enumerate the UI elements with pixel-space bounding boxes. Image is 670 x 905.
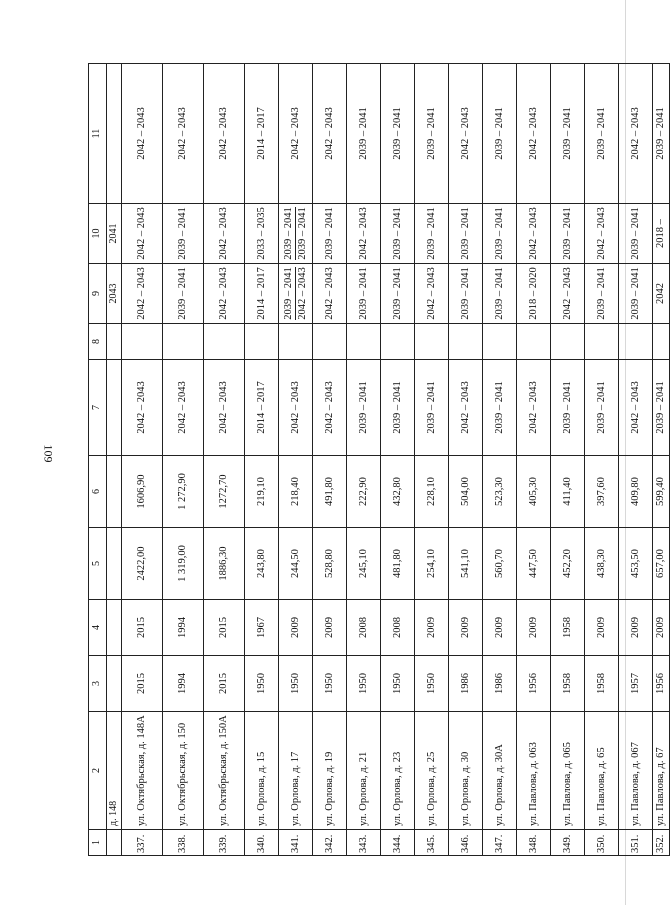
cell-c8 [313, 324, 347, 360]
cell-address: ул. Павлова, д. 067 [619, 712, 653, 830]
schedule-table [88, 63, 670, 856]
cell-c10: 2039 – 2041 [483, 204, 517, 264]
cell-c11: 2039 – 2041 [483, 64, 517, 204]
cell-c8 [415, 324, 449, 360]
cell-c3: 1950 [347, 656, 381, 712]
cell-c3: 2015 [122, 656, 163, 712]
cell-c6: 432,80 [381, 456, 415, 528]
table-row [415, 64, 449, 856]
cell-c6: 1606,90 [122, 456, 163, 528]
cell-c5: 244,50 [279, 528, 313, 600]
cell-num: 346. [449, 830, 483, 856]
cell-c6: 411,40 [551, 456, 585, 528]
cell-c8 [483, 324, 517, 360]
cell-num: 350. [585, 830, 619, 856]
cell-c10: 2039 – 2041 [449, 204, 483, 264]
cell-c7: 2039 – 2041 [585, 360, 619, 456]
cell-address: ул. Орлова, д. 15 [245, 712, 279, 830]
cell-c8 [122, 324, 163, 360]
cell-c3: 1958 [585, 656, 619, 712]
cell-c10: 2042 – 2043 [585, 204, 619, 264]
cell-c4: 2009 [517, 600, 551, 656]
cell-c6: 523,30 [483, 456, 517, 528]
cell-c3: 1956 [517, 656, 551, 712]
cell-num: 345. [415, 830, 449, 856]
col-header: 7 [89, 360, 107, 456]
cell-c5: 438,30 [585, 528, 619, 600]
cell-c7: 2042 – 2043 [204, 360, 245, 456]
cell-address: ул. Орлова, д. 30А [483, 712, 517, 830]
cell-c5: 243,80 [245, 528, 279, 600]
cell-c11: 2039 – 2041 [381, 64, 415, 204]
cell-c9-top: 2039 – 2041 [282, 267, 296, 320]
col-header: 8 [89, 324, 107, 360]
cell-c11: 2039 – 2041 [415, 64, 449, 204]
cell-c10: 2039 – 2041 [415, 204, 449, 264]
cell-address: ул. Октябрьская, д. 150 [163, 712, 204, 830]
cell-c9: 2039 – 2041 [449, 264, 483, 324]
cell-c3: 1950 [279, 656, 313, 712]
cell-c10: 2042 – 2043 [517, 204, 551, 264]
cell-c8 [653, 324, 670, 360]
cell-c8 [279, 324, 313, 360]
cell-num: 352. [653, 830, 670, 856]
col-header: 4 [89, 600, 107, 656]
cell-c5: 254,10 [415, 528, 449, 600]
cell-address: ул. Орлова, д. 17 [279, 712, 313, 830]
col-header: 6 [89, 456, 107, 528]
cell-c6: 397,60 [585, 456, 619, 528]
cell-c4: 2015 [122, 600, 163, 656]
cell-c11: 2042 – 2043 [449, 64, 483, 204]
table-row [449, 64, 483, 856]
cell-c11: 2039 – 2041 [551, 64, 585, 204]
cell-num: 342. [313, 830, 347, 856]
cell-num: 348. [517, 830, 551, 856]
cell-c10: 2018 – [653, 204, 670, 264]
cell-c6: 599,40 [653, 456, 670, 528]
table-row [551, 64, 585, 856]
cell-c6: 409,80 [619, 456, 653, 528]
cell-address: ул. Павлова, д. 65 [585, 712, 619, 830]
table-body [107, 64, 670, 856]
cell-c5: 560,70 [483, 528, 517, 600]
continuation-c10: 2041 [107, 204, 122, 264]
cell-address: ул. Октябрьская, д. 150А [204, 712, 245, 830]
cell-c6: 218,40 [279, 456, 313, 528]
cell-c7: 2042 – 2043 [619, 360, 653, 456]
table-row [585, 64, 619, 856]
cell-c4: 2009 [313, 600, 347, 656]
table-row [619, 64, 653, 856]
cell-num: 341. [279, 830, 313, 856]
cell-c10: 2039 – 2041 [163, 204, 204, 264]
cell-c4: 2009 [585, 600, 619, 656]
cell-c3: 1950 [415, 656, 449, 712]
cell-c4: 2009 [415, 600, 449, 656]
cell-c8 [449, 324, 483, 360]
col-header: 11 [89, 64, 107, 204]
cell-c4: 2008 [381, 600, 415, 656]
column-number-row [89, 64, 107, 856]
cell-c11: 2042 – 2043 [122, 64, 163, 204]
cell-c6: 504,00 [449, 456, 483, 528]
cell-c4: 2009 [619, 600, 653, 656]
cell-c9: 2018 – 2020 [517, 264, 551, 324]
cell-c5: 657,00 [653, 528, 670, 600]
cell-c5: 541,10 [449, 528, 483, 600]
table-row [122, 64, 163, 856]
cell-c3: 1950 [313, 656, 347, 712]
col-header: 9 [89, 264, 107, 324]
cell-c9: 2014 – 2017 [245, 264, 279, 324]
cell-c7: 2042 – 2043 [279, 360, 313, 456]
cell-c7: 2039 – 2041 [381, 360, 415, 456]
cell-address: ул. Орлова, д. 30 [449, 712, 483, 830]
cell-c7: 2042 – 2043 [517, 360, 551, 456]
cell-c9 [279, 264, 313, 324]
cell-c4: 2009 [449, 600, 483, 656]
cell-c11: 2042 – 2043 [204, 64, 245, 204]
cell-num: 338. [163, 830, 204, 856]
cell-c7: 2039 – 2041 [551, 360, 585, 456]
cell-c7: 2042 – 2043 [313, 360, 347, 456]
cell-c8 [245, 324, 279, 360]
cell-num: 340. [245, 830, 279, 856]
cell-c4: 2008 [347, 600, 381, 656]
cell-c5: 1886,30 [204, 528, 245, 600]
cell-c10-bottom: 2039 – 2041 [297, 207, 308, 260]
cell-c9: 2042 – 2043 [313, 264, 347, 324]
table-row [313, 64, 347, 856]
cell-c4: 2009 [653, 600, 670, 656]
cell-c3: 1950 [245, 656, 279, 712]
cell-c4: 2009 [483, 600, 517, 656]
cell-c4: 1958 [551, 600, 585, 656]
table-row [483, 64, 517, 856]
cell-c3: 1986 [483, 656, 517, 712]
continuation-c9: 2043 [107, 264, 122, 324]
cell-c6: 228,10 [415, 456, 449, 528]
table-row [347, 64, 381, 856]
cell-c3: 1950 [381, 656, 415, 712]
cell-c8 [204, 324, 245, 360]
cell-c9: 2042 – 2043 [204, 264, 245, 324]
cell-c10 [279, 204, 313, 264]
cell-c7: 2039 – 2041 [415, 360, 449, 456]
cell-c4: 1994 [163, 600, 204, 656]
cell-c3: 1994 [163, 656, 204, 712]
cell-address: ул. Орлова, д. 21 [347, 712, 381, 830]
table-row [381, 64, 415, 856]
cell-c11: 2042 – 2043 [619, 64, 653, 204]
cell-c8 [517, 324, 551, 360]
cell-c9: 2039 – 2041 [347, 264, 381, 324]
cell-address: ул. Орлова, д. 23 [381, 712, 415, 830]
cell-c9-bottom: 2042 – 2043 [297, 267, 308, 320]
cell-c5: 452,20 [551, 528, 585, 600]
cell-c8 [163, 324, 204, 360]
cell-c10: 2042 – 2043 [347, 204, 381, 264]
cell-c7: 2039 – 2041 [483, 360, 517, 456]
cell-address: ул. Орлова, д. 25 [415, 712, 449, 830]
cell-c10: 2039 – 2041 [551, 204, 585, 264]
table-row [245, 64, 279, 856]
table-row [163, 64, 204, 856]
cell-c6: 491,80 [313, 456, 347, 528]
cell-c5: 528,80 [313, 528, 347, 600]
cell-c5: 1 319,00 [163, 528, 204, 600]
table-row [517, 64, 551, 856]
cell-c11: 2039 – 2041 [585, 64, 619, 204]
cell-c5: 447,50 [517, 528, 551, 600]
table-row [204, 64, 245, 856]
cell-c6: 222,90 [347, 456, 381, 528]
cell-address: ул. Павлова, д. 063 [517, 712, 551, 830]
cell-c9: 2039 – 2041 [163, 264, 204, 324]
cell-c8 [347, 324, 381, 360]
cell-c6: 405,30 [517, 456, 551, 528]
rotated-table-container [88, 64, 667, 856]
cell-c6: 1272,70 [204, 456, 245, 528]
cell-c7: 2042 – 2043 [163, 360, 204, 456]
cell-c9: 2039 – 2041 [585, 264, 619, 324]
cell-c5: 453,50 [619, 528, 653, 600]
cell-c3: 1957 [619, 656, 653, 712]
cell-c7: 2042 – 2043 [122, 360, 163, 456]
cell-address: ул. Орлова, д. 19 [313, 712, 347, 830]
cell-c11: 2042 – 2043 [279, 64, 313, 204]
cell-c5: 245,10 [347, 528, 381, 600]
col-header: 3 [89, 656, 107, 712]
table-row [653, 64, 670, 856]
cell-c6: 1 272,90 [163, 456, 204, 528]
table-row [279, 64, 313, 856]
cell-c10: 2033 – 2035 [245, 204, 279, 264]
cell-c11: 2039 – 2041 [653, 64, 670, 204]
cell-c7: 2039 – 2041 [347, 360, 381, 456]
cell-c8 [551, 324, 585, 360]
cell-c9: 2042 – 2043 [415, 264, 449, 324]
cell-num: 349. [551, 830, 585, 856]
cell-c9: 2039 – 2041 [381, 264, 415, 324]
cell-c11: 2039 – 2041 [347, 64, 381, 204]
cell-c9: 2042 – 2043 [122, 264, 163, 324]
cell-c10: 2042 – 2043 [122, 204, 163, 264]
cell-c5: 481,80 [381, 528, 415, 600]
cell-num: 343. [347, 830, 381, 856]
page-number: 109 [41, 444, 56, 463]
cell-c4: 1967 [245, 600, 279, 656]
cell-c3: 1986 [449, 656, 483, 712]
continuation-address: д. 148 [107, 712, 122, 830]
continuation-row [107, 64, 122, 856]
cell-num: 351. [619, 830, 653, 856]
cell-num: 347. [483, 830, 517, 856]
cell-num: 337. [122, 830, 163, 856]
cell-num: 339. [204, 830, 245, 856]
cell-c4: 2009 [279, 600, 313, 656]
cell-c6: 219,10 [245, 456, 279, 528]
cell-c11: 2014 – 2017 [245, 64, 279, 204]
cell-c3: 1956 [653, 656, 670, 712]
col-header: 5 [89, 528, 107, 600]
cell-c5: 2422,00 [122, 528, 163, 600]
cell-c9: 2042 – 2043 [551, 264, 585, 324]
cell-c7: 2014 – 2017 [245, 360, 279, 456]
cell-c11: 2042 – 2043 [517, 64, 551, 204]
col-header: 1 [89, 830, 107, 856]
cell-c4: 2015 [204, 600, 245, 656]
cell-c7: 2042 – 2043 [449, 360, 483, 456]
cell-c9: 2042 [653, 264, 670, 324]
cell-c9: 2039 – 2041 [619, 264, 653, 324]
cell-c11: 2042 – 2043 [313, 64, 347, 204]
cell-c11: 2042 – 2043 [163, 64, 204, 204]
col-header: 10 [89, 204, 107, 264]
col-header: 2 [89, 712, 107, 830]
cell-c3: 2015 [204, 656, 245, 712]
cell-c10-top: 2039 – 2041 [282, 207, 296, 260]
cell-c3: 1958 [551, 656, 585, 712]
cell-c8 [381, 324, 415, 360]
cell-address: ул. Павлова, д. 67 [653, 712, 670, 830]
cell-c7: 2039 – 2041 [653, 360, 670, 456]
cell-c8 [619, 324, 653, 360]
cell-num: 344. [381, 830, 415, 856]
cell-address: ул. Павлова, д. 065 [551, 712, 585, 830]
cell-address: ул. Октябрьская, д. 148А [122, 712, 163, 830]
cell-c10: 2039 – 2041 [381, 204, 415, 264]
cell-c8 [585, 324, 619, 360]
cell-c9: 2039 – 2041 [483, 264, 517, 324]
cell-c10: 2039 – 2041 [619, 204, 653, 264]
cell-c10: 2042 – 2043 [204, 204, 245, 264]
cell-c10: 2039 – 2041 [313, 204, 347, 264]
